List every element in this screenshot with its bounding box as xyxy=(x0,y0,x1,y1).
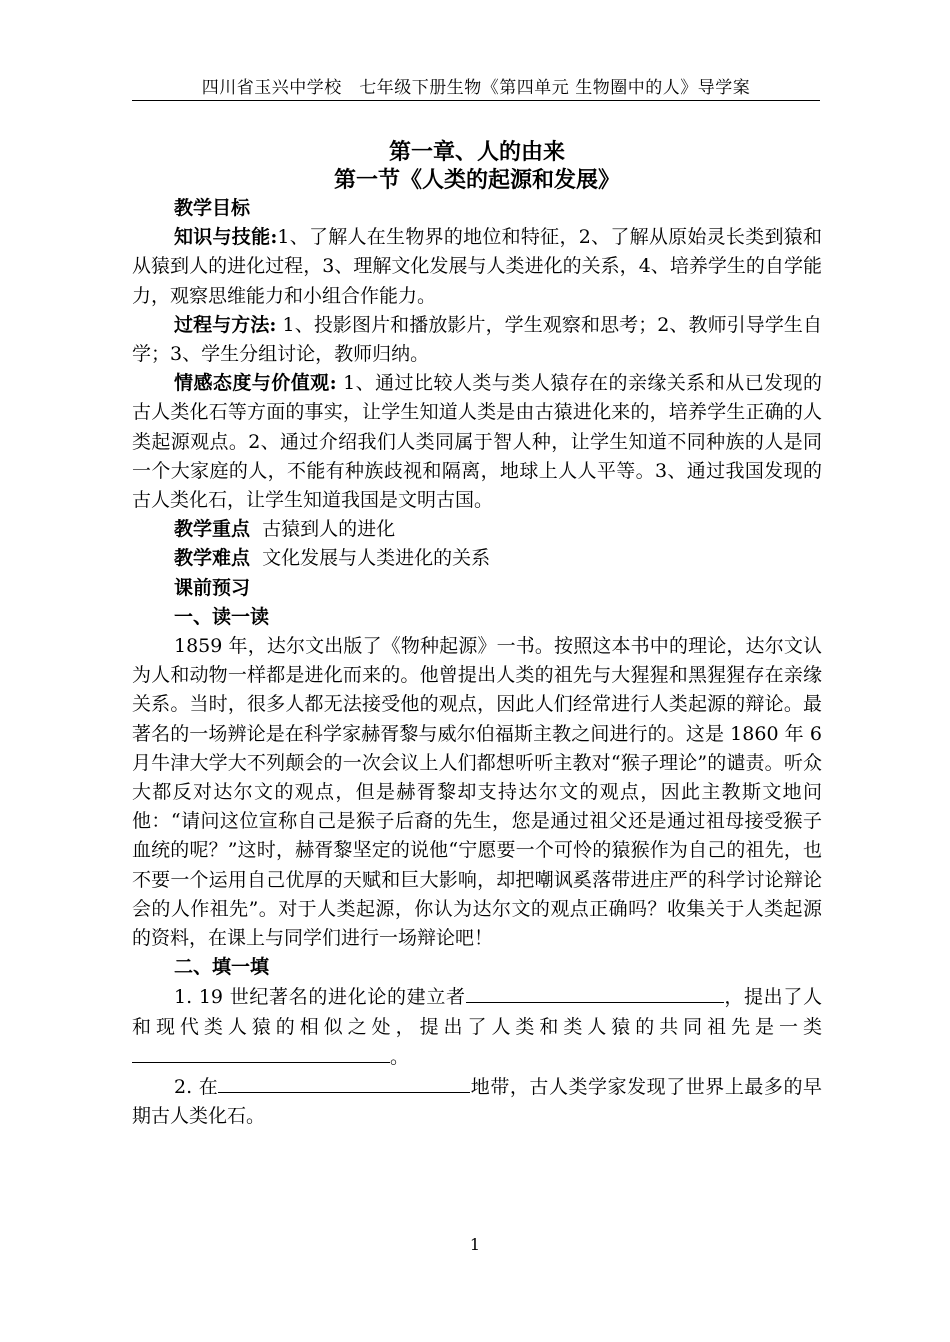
key-point-text: 古猿到人的进化 xyxy=(262,518,396,541)
process-text: 1、投影图片和播放影片，学生观察和思考；2、教师引导学生自学；3、学生分组讨论，教师归纳。 xyxy=(132,313,823,366)
knowledge-label: 知识与技能: xyxy=(174,226,278,249)
fill-heading: 二、填一填 xyxy=(174,956,270,979)
chapter-title: 第一章、人的由来 xyxy=(388,139,565,165)
answer-blank[interactable] xyxy=(132,1042,390,1063)
read-paragraph: 1859 年，达尔文出版了《物种起源》一书。按照这本书中的理论，达尔文认为人和动物一样都是进化而来的。他曾提出人类的祖先与大猩猩和黑猩猩存在亲缘关系。当时，很多人都无法接受他的观点，因此人们经常进行人类起源的辩论。最著名的一场辨论是在科学家赫胥黎与威尔伯福斯主教之间进行的。这是 1860 年 6 月牛津大学大不列颠会的一次会议上人们都想听听主教对“猴子理论”的谴责。听众大都反对达尔文的观点，但是赫胥黎却支持达尔文的观点，因此主教斯文地问他：“请问这位宣称自己是猴子后裔的先生，您是通过祖父还是通过祖母接受猴子血统的呢？”这时，赫胥黎坚定的说他“宁愿要一个可怜的猿猴作为自己的祖先，也不要一个运用自己优厚的天赋和巨大影响，却把嘲讽奚落带进庄严的科学讨论辩论会的人作祖先”。对于人类起源，你认为达尔文的观点正确吗？收集关于人类起源的资料，在课上与同学们进行一场辩论吧！ xyxy=(132,635,822,950)
key-point xyxy=(132,515,822,544)
knowledge-paragraph xyxy=(132,223,822,311)
emotion-paragraph xyxy=(132,369,822,515)
difficult-point xyxy=(132,544,822,573)
question-2: 2. 在 地带，古人类学家发现了世界上最多的早期古人类化石。 xyxy=(132,1072,822,1131)
read-heading: 一、读一读 xyxy=(174,605,270,628)
page-number: 1 xyxy=(469,1235,481,1254)
answer-blank[interactable] xyxy=(218,1072,470,1093)
section-title: 第一节《人类的起源和发展》 xyxy=(333,167,620,193)
difficult-point-text: 文化发展与人类进化的关系 xyxy=(262,547,491,570)
emotion-label: 情感态度与价值观: xyxy=(174,372,337,395)
emotion-text: 1、通过比较人类与类人猿存在的亲缘关系和从已发现的古人类化石等方面的事实，让学生知道人类是由古猿进化来的，培养学生正确的人类起源观点。2、通过介绍我们人类同属于智人种，让学生知道不同种族的人是同一个大家庭的人，不能有种族歧视和隔离，地球上人人平等。3、通过我国发现的古人类化石，让学生知道我国是文明古国。 xyxy=(132,372,822,512)
question-1: 1. 19 世纪著名的进化论的建立者 ，提出了人和现代类人猿的相似之处，提出了人类和类人猿的共同祖先是一类。 xyxy=(132,982,822,1072)
knowledge-text: 1、了解人在生物界的地位和特征，2、了解从原始灵长类到猿和从猿到人的进化过程，3、理解文化发展与人类进化的关系，4、培养学生的自学能力，观察思维能力和小组合作能力。 xyxy=(132,226,823,307)
document-body xyxy=(132,138,822,1132)
difficult-point-label: 教学难点 xyxy=(174,547,251,570)
key-point-label: 教学重点 xyxy=(174,518,251,541)
preview-heading: 课前预习 xyxy=(174,576,251,599)
objectives-heading: 教学目标 xyxy=(174,197,251,219)
answer-blank[interactable] xyxy=(466,982,724,1003)
process-paragraph xyxy=(132,311,822,369)
process-label: 过程与方法: xyxy=(174,313,277,336)
page-header: 四川省玉兴中学校 七年级下册生物《第四单元 生物圈中的人》导学案 xyxy=(132,73,820,101)
